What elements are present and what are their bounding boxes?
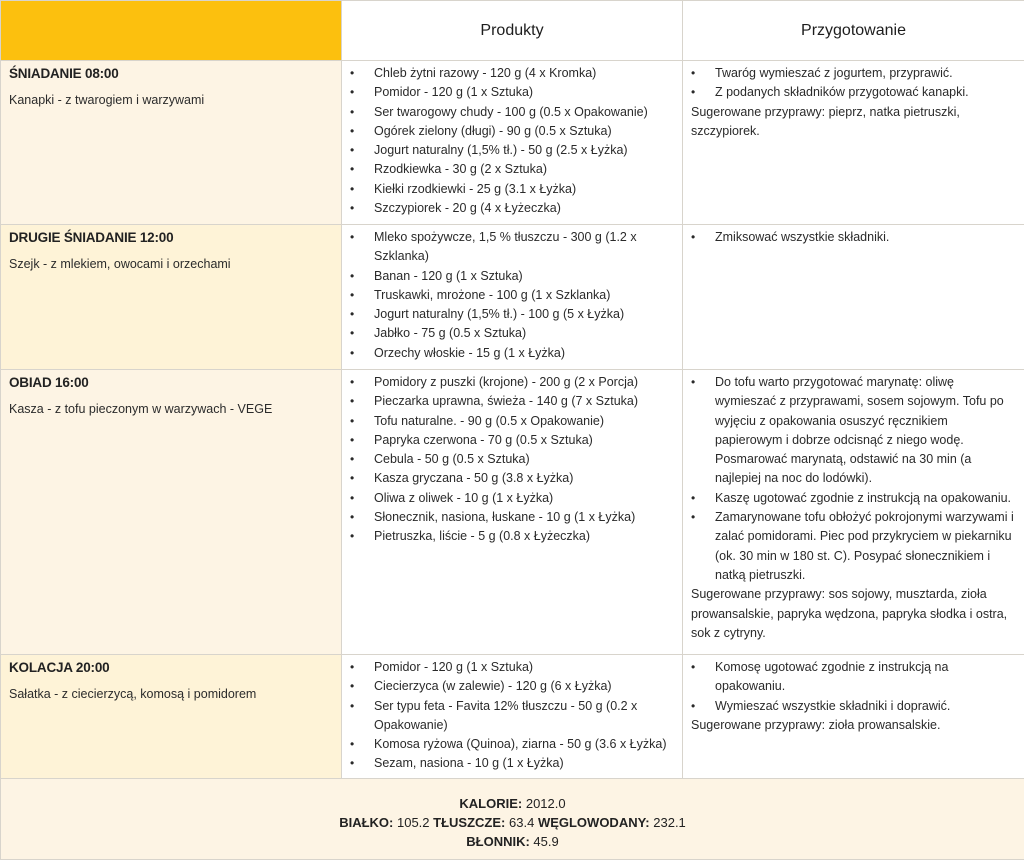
meal-preparation: [683, 61, 1024, 225]
product-item: • Rzodkiewka - 30 g (2 x Sztuka): [348, 160, 676, 179]
fat-value: 63.4: [509, 815, 534, 830]
meal-row: [1, 370, 1024, 655]
product-item: • Sezam, nasiona - 10 g (1 x Łyżka): [348, 754, 676, 773]
seasoning-note: Sugerowane przyprawy: zioła prowansalskie.: [689, 716, 1018, 735]
preparation-step: • Z podanych składników przygotować kanapki.: [689, 83, 1018, 102]
product-item: • Ser typu feta - Favita 12% tłuszczu - 50 g (0.2 x Opakowanie): [348, 697, 676, 736]
preparation-step: • Komosę ugotować zgodnie z instrukcją na opakowaniu.: [689, 658, 1018, 697]
product-item: • Szczypiorek - 20 g (4 x Łyżeczka): [348, 199, 676, 218]
meal-products: [342, 370, 683, 655]
product-item: • Pomidor - 120 g (1 x Sztuka): [348, 83, 676, 102]
totals-row: [1, 779, 1024, 860]
product-item: • Komosa ryżowa (Quinoa), ziarna - 50 g (3.6 x Łyżka): [348, 735, 676, 754]
product-item: • Pieczarka uprawna, świeża - 140 g (7 x Sztuka): [348, 392, 676, 411]
meal-title: DRUGIE ŚNIADANIE 12:00: [9, 229, 333, 246]
seasoning-note: Sugerowane przyprawy: pieprz, natka pietruszki, szczypiorek.: [689, 103, 1018, 142]
meal-products: [342, 655, 683, 779]
fiber-value: 45.9: [533, 834, 558, 849]
product-item: • Cebula - 50 g (0.5 x Sztuka): [348, 450, 676, 469]
product-item: • Ciecierzyca (w zalewie) - 120 g (6 x Łyżka): [348, 677, 676, 696]
product-item: • Pietruszka, liście - 5 g (0.8 x Łyżeczka): [348, 527, 676, 546]
carbs-label: WĘGLOWODANY:: [538, 815, 650, 830]
meal-products: [342, 61, 683, 225]
product-item: • Pomidor - 120 g (1 x Sztuka): [348, 658, 676, 677]
product-item: • Jabłko - 75 g (0.5 x Sztuka): [348, 324, 676, 343]
product-item: • Ser twarogowy chudy - 100 g (0.5 x Opakowanie): [348, 103, 676, 122]
meal-info: [1, 225, 342, 370]
product-item: • Orzechy włoskie - 15 g (1 x Łyżka): [348, 344, 676, 363]
meal-subtitle: Kasza - z tofu pieczonym w warzywach - VEGE: [9, 401, 333, 418]
seasoning-note: Sugerowane przyprawy: sos sojowy, musztarda, zioła prowansalskie, papryka wędzona, papryka słodka i ostra, sok z cytryny.: [689, 585, 1018, 643]
calories-value: 2012.0: [526, 796, 566, 811]
fiber-label: BŁONNIK:: [466, 834, 530, 849]
header-row: [1, 1, 1024, 61]
meal-info: [1, 370, 342, 655]
meal-title: ŚNIADANIE 08:00: [9, 65, 333, 82]
meal-subtitle: Sałatka - z ciecierzycą, komosą i pomidorem: [9, 686, 333, 703]
product-item: • Pomidory z puszki (krojone) - 200 g (2 x Porcja): [348, 373, 676, 392]
meal-subtitle: Szejk - z mlekiem, owocami i orzechami: [9, 256, 333, 273]
preparation-step: • Kaszę ugotować zgodnie z instrukcją na opakowaniu.: [689, 489, 1018, 508]
meal-preparation: [683, 225, 1024, 370]
nutrition-summary: [1, 779, 1024, 860]
meal-products: [342, 225, 683, 370]
preparation-step: • Do tofu warto przygotować marynatę: oliwę wymieszać z przyprawami, sosem sojowym. Tofu po wyjęciu z opakowania osuszyć ręcznikiem papierowym i dobrze odcisnąć z niego wodę. Posmarować marynatą, odstawić na 30 min (a najlepiej na noc do lodówki).: [689, 373, 1018, 489]
meal-title: KOLACJA 20:00: [9, 659, 333, 676]
meal-info: [1, 655, 342, 779]
product-item: • Papryka czerwona - 70 g (0.5 x Sztuka): [348, 431, 676, 450]
product-item: • Tofu naturalne. - 90 g (0.5 x Opakowanie): [348, 412, 676, 431]
product-item: • Oliwa z oliwek - 10 g (1 x Łyżka): [348, 489, 676, 508]
meal-preparation: [683, 655, 1024, 779]
product-item: • Mleko spożywcze, 1,5 % tłuszczu - 300 g (1.2 x Szklanka): [348, 228, 676, 267]
meal-row: [1, 655, 1024, 779]
meal-row: [1, 61, 1024, 225]
meal-preparation: [683, 370, 1024, 655]
meal-row: [1, 225, 1024, 370]
product-item: • Jogurt naturalny (1,5% tł.) - 100 g (5 x Łyżka): [348, 305, 676, 324]
header-accent-cell: [1, 1, 342, 61]
preparation-step: • Wymieszać wszystkie składniki i doprawić.: [689, 697, 1018, 716]
calories-line: [1, 794, 1024, 813]
fat-label: TŁUSZCZE:: [433, 815, 505, 830]
preparation-step: • Zmiksować wszystkie składniki.: [689, 228, 1018, 247]
product-item: • Chleb żytni razowy - 120 g (4 x Kromka): [348, 64, 676, 83]
product-item: • Kasza gryczana - 50 g (3.8 x Łyżka): [348, 469, 676, 488]
column-header-preparation: Przygotowanie: [683, 1, 1024, 61]
product-item: • Kiełki rzodkiewki - 25 g (3.1 x Łyżka): [348, 180, 676, 199]
product-item: • Słonecznik, nasiona, łuskane - 10 g (1 x Łyżka): [348, 508, 676, 527]
product-item: • Banan - 120 g (1 x Sztuka): [348, 267, 676, 286]
meal-title: OBIAD 16:00: [9, 374, 333, 391]
protein-value: 105.2: [397, 815, 430, 830]
fiber-line: [1, 832, 1024, 851]
calories-label: KALORIE:: [459, 796, 522, 811]
meal-info: [1, 61, 342, 225]
meal-subtitle: Kanapki - z twarogiem i warzywami: [9, 92, 333, 109]
product-item: • Truskawki, mrożone - 100 g (1 x Szklanka): [348, 286, 676, 305]
product-item: • Jogurt naturalny (1,5% tł.) - 50 g (2.5 x Łyżka): [348, 141, 676, 160]
protein-label: BIAŁKO:: [339, 815, 393, 830]
carbs-value: 232.1: [653, 815, 686, 830]
column-header-products: Produkty: [342, 1, 683, 61]
macros-line: [1, 813, 1024, 832]
preparation-step: • Zamarynowane tofu obłożyć pokrojonymi warzywami i zalać pomidorami. Piec pod przykryciem w piekarniku (ok. 30 min w 180 st. C). Posypać słonecznikiem i natką pietruszki.: [689, 508, 1018, 585]
product-item: • Ogórek zielony (długi) - 90 g (0.5 x Sztuka): [348, 122, 676, 141]
preparation-step: • Twaróg wymieszać z jogurtem, przyprawić.: [689, 64, 1018, 83]
